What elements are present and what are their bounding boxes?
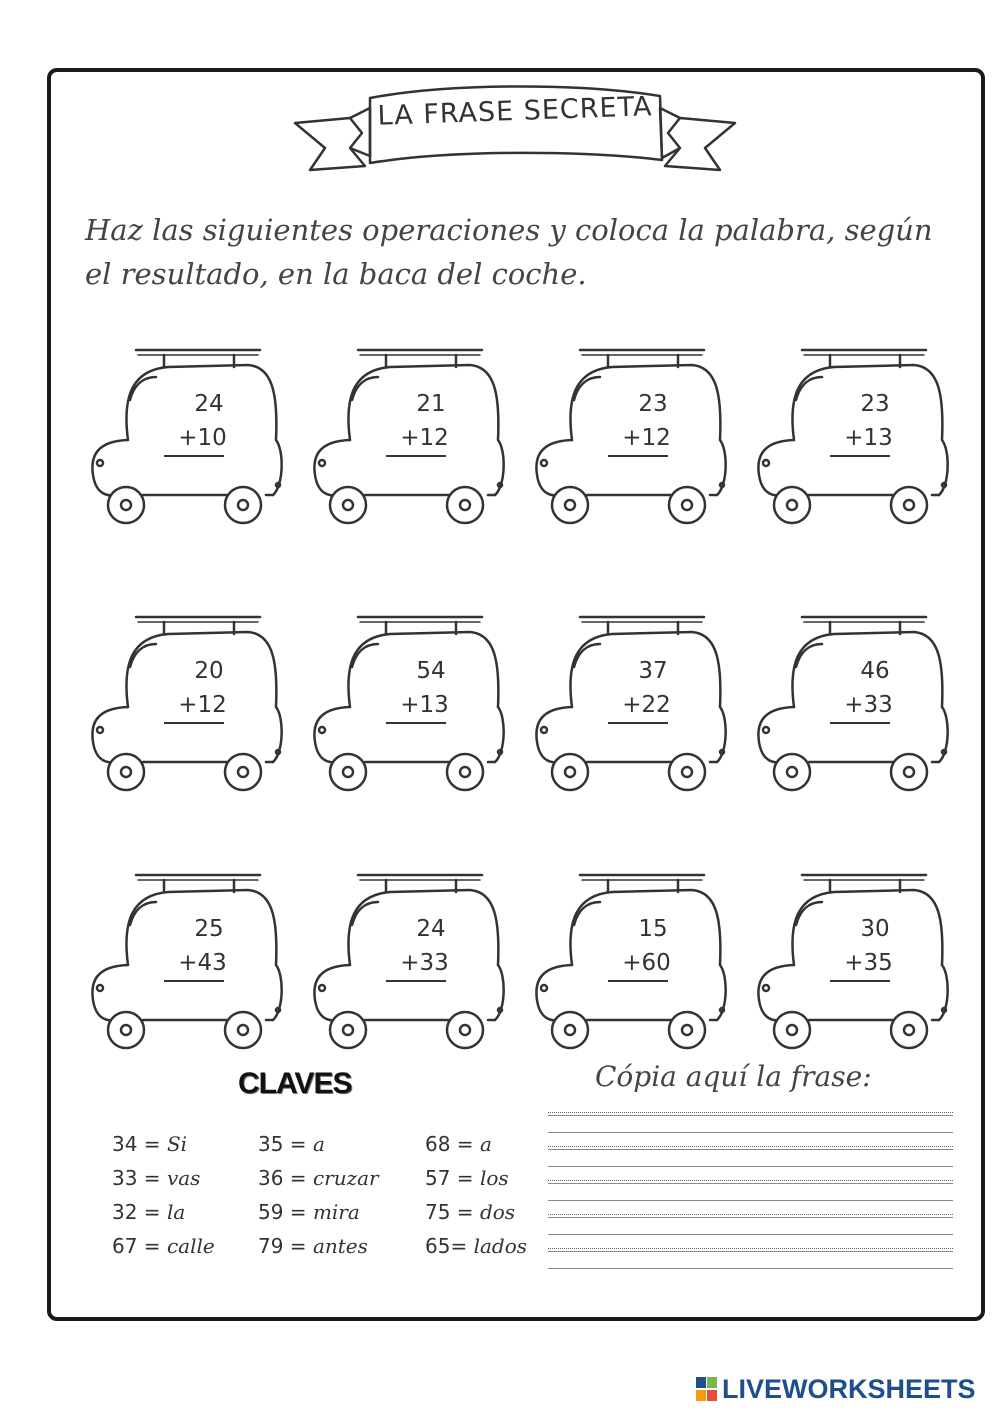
claves-title: CLAVES	[238, 1067, 352, 1100]
clave-word: Si	[166, 1132, 188, 1156]
writing-line[interactable]	[548, 1180, 953, 1184]
clave-item	[258, 1132, 325, 1156]
addend-bottom: +12	[622, 425, 671, 451]
clave-item	[258, 1200, 360, 1224]
clave-item	[112, 1200, 185, 1224]
liveworksheets-icon	[696, 1377, 718, 1401]
addend-top: 21	[416, 391, 446, 417]
addend-top: 30	[860, 916, 890, 942]
sum-line	[830, 980, 890, 982]
addend-top: 23	[860, 391, 890, 417]
car-problem	[310, 870, 510, 1050]
clave-word: a	[312, 1132, 325, 1156]
clave-item	[258, 1234, 368, 1258]
clave-item	[112, 1166, 200, 1190]
car-problem	[754, 612, 954, 792]
addend-bottom: +22	[622, 692, 671, 718]
clave-item	[112, 1234, 215, 1258]
writing-line-guide	[548, 1130, 953, 1133]
addend-bottom: +43	[178, 950, 227, 976]
addend-top: 37	[638, 658, 668, 684]
addend-bottom: +33	[400, 950, 449, 976]
clave-word: la	[166, 1200, 186, 1224]
addend-bottom: +13	[400, 692, 449, 718]
writing-line-guide	[548, 1266, 953, 1269]
addend-bottom: +12	[178, 692, 227, 718]
car-problem	[310, 345, 510, 525]
clave-number: 57 =	[425, 1166, 474, 1190]
addend-top: 20	[194, 658, 224, 684]
addend-bottom: +60	[622, 950, 671, 976]
clave-number: 75 =	[425, 1200, 474, 1224]
car-problem	[88, 612, 288, 792]
liveworksheets-text: LIVEWORKSHEETS	[722, 1373, 976, 1404]
clave-word: vas	[166, 1166, 201, 1190]
clave-number: 67 =	[112, 1234, 161, 1258]
car-problem	[88, 345, 288, 525]
clave-item	[425, 1234, 527, 1258]
sum-line	[608, 722, 668, 724]
addend-top: 24	[194, 391, 224, 417]
clave-number: 36 =	[258, 1166, 307, 1190]
clave-number: 32 =	[112, 1200, 161, 1224]
sum-line	[164, 455, 224, 457]
clave-item	[425, 1200, 515, 1224]
addend-bottom: +13	[844, 425, 893, 451]
clave-word: a	[479, 1132, 492, 1156]
clave-word: lados	[473, 1234, 528, 1258]
addend-top: 24	[416, 916, 446, 942]
sum-line	[608, 980, 668, 982]
writing-line-guide	[548, 1232, 953, 1235]
car-problem	[754, 345, 954, 525]
clave-number: 35 =	[258, 1132, 307, 1156]
sum-line	[386, 980, 446, 982]
addend-top: 54	[416, 658, 446, 684]
title-banner	[290, 78, 740, 188]
instructions: Haz las siguientes operaciones y coloca la palabra, según el resultado, en la baca del coche.	[85, 213, 933, 291]
addend-top: 25	[194, 916, 224, 942]
sum-line	[386, 455, 446, 457]
writing-line[interactable]	[548, 1248, 953, 1252]
writing-line-guide	[548, 1164, 953, 1167]
addend-top: 46	[860, 658, 890, 684]
clave-number: 33 =	[112, 1166, 161, 1190]
clave-item	[425, 1166, 509, 1190]
liveworksheets-logo	[696, 1374, 976, 1404]
car-problem	[754, 870, 954, 1050]
addend-bottom: +12	[400, 425, 449, 451]
car-problem	[88, 870, 288, 1050]
addend-top: 23	[638, 391, 668, 417]
copy-label: Cópia aquí la frase:	[595, 1060, 872, 1093]
clave-number: 79 =	[258, 1234, 307, 1258]
sum-line	[164, 722, 224, 724]
writing-line[interactable]	[548, 1214, 953, 1218]
car-problem	[310, 612, 510, 792]
car-problem	[532, 612, 732, 792]
car-problem	[532, 870, 732, 1050]
clave-item	[112, 1132, 187, 1156]
clave-word: dos	[479, 1200, 516, 1224]
addend-bottom: +10	[178, 425, 227, 451]
page-title: LA FRASE SECRETA	[377, 91, 653, 132]
sum-line	[830, 722, 890, 724]
writing-line[interactable]	[548, 1146, 953, 1150]
clave-word: mira	[312, 1200, 360, 1224]
addend-bottom: +33	[844, 692, 893, 718]
clave-item	[258, 1166, 379, 1190]
clave-item	[425, 1132, 492, 1156]
writing-line[interactable]	[548, 1112, 953, 1116]
clave-number: 59 =	[258, 1200, 307, 1224]
car-problem	[532, 345, 732, 525]
clave-word: antes	[312, 1234, 368, 1258]
clave-word: los	[479, 1166, 509, 1190]
sum-line	[164, 980, 224, 982]
writing-line-guide	[548, 1198, 953, 1201]
addend-bottom: +35	[844, 950, 893, 976]
sum-line	[830, 455, 890, 457]
addend-top: 15	[638, 916, 668, 942]
sum-line	[608, 455, 668, 457]
clave-word: cruzar	[312, 1166, 379, 1190]
clave-number: 34 =	[112, 1132, 161, 1156]
clave-number: 65=	[425, 1234, 468, 1258]
clave-number: 68 =	[425, 1132, 474, 1156]
sum-line	[386, 722, 446, 724]
clave-word: calle	[166, 1234, 215, 1258]
